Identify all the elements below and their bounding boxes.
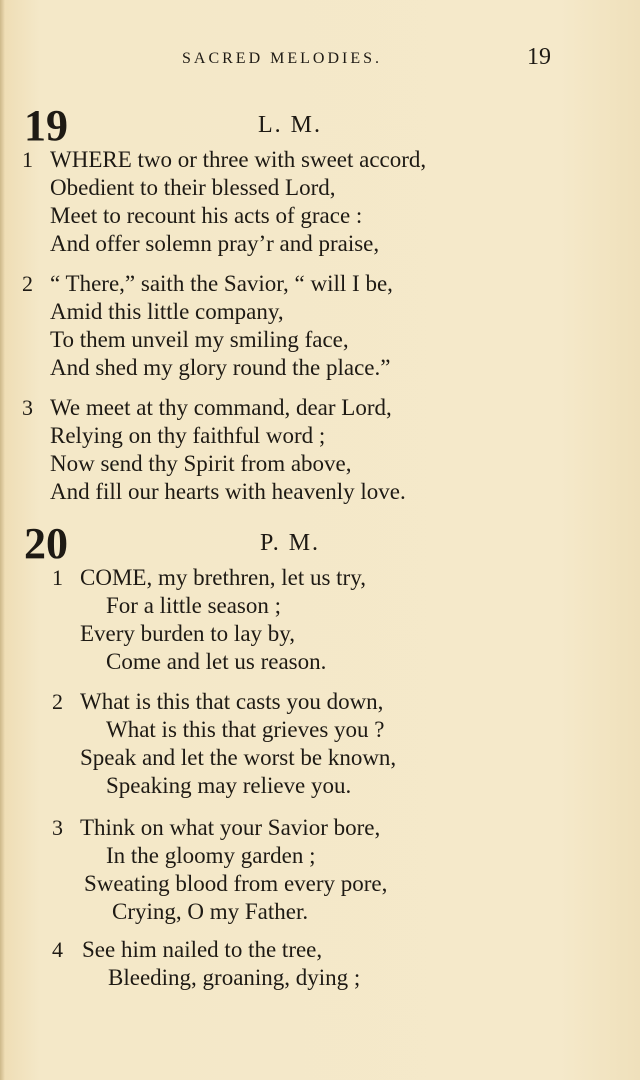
stanza-number: 3: [52, 815, 63, 840]
stanza-number: 1: [22, 147, 33, 172]
stanza-line: Meet to recount his acts of grace :: [50, 203, 363, 228]
stanza-line: Obedient to their blessed Lord,: [50, 175, 336, 200]
stanza-line: We meet at thy command, dear Lord,: [50, 395, 392, 420]
stanza-line: COME, my brethren, let us try,: [80, 565, 366, 590]
stanza-line: Crying, O my Father.: [112, 899, 309, 924]
hymn-number: 20: [24, 519, 68, 568]
running-title: SACRED MELODIES.: [182, 50, 383, 67]
stanza-line: Sweating blood from every pore,: [84, 871, 388, 896]
stanza-line: And shed my glory round the place.”: [50, 355, 391, 380]
stanza-line: And fill our hearts with heavenly love.: [50, 479, 406, 504]
stanza-line: What is this that casts you down,: [80, 689, 384, 714]
stanza-line: Every burden to lay by,: [80, 621, 296, 646]
stanza-number: 1: [52, 565, 63, 590]
stanza-line: Speak and let the worst be known,: [80, 745, 397, 770]
stanza-number: 2: [52, 689, 63, 714]
stanza-line: And offer solemn pray’r and praise,: [50, 231, 380, 256]
stanza-line: For a little season ;: [106, 593, 282, 618]
stanza-line: Now send thy Spirit from above,: [50, 451, 352, 476]
stanza-line: Amid this little company,: [50, 299, 284, 324]
stanza-line: In the gloomy garden ;: [106, 843, 316, 868]
hymn-meter: L. M.: [258, 112, 322, 138]
stanza-line: Think on what your Savior bore,: [80, 815, 381, 840]
page-number: 19: [527, 44, 551, 70]
stanza-line: To them unveil my smiling face,: [50, 327, 349, 352]
stanza-number: 2: [22, 271, 33, 296]
stanza-line: See him nailed to the tree,: [82, 937, 323, 962]
stanza-line: Speaking may relieve you.: [106, 773, 352, 798]
stanza-number: 3: [22, 395, 33, 420]
hymn-number: 19: [24, 101, 68, 150]
hymn-meter: P. M.: [260, 530, 321, 556]
stanza-line: Bleeding, groaning, dying ;: [108, 965, 361, 990]
stanza-line: WHERE two or three with sweet accord,: [50, 147, 427, 172]
stanza-line: What is this that grieves you ?: [106, 717, 385, 742]
stanza-line: Come and let us reason.: [106, 649, 327, 674]
page-edge: [0, 0, 5, 1080]
stanza-line: “ There,” saith the Savior, “ will I be,: [50, 271, 393, 296]
stanza-line: Relying on thy faithful word ;: [50, 423, 326, 448]
stanza-number: 4: [52, 937, 63, 962]
